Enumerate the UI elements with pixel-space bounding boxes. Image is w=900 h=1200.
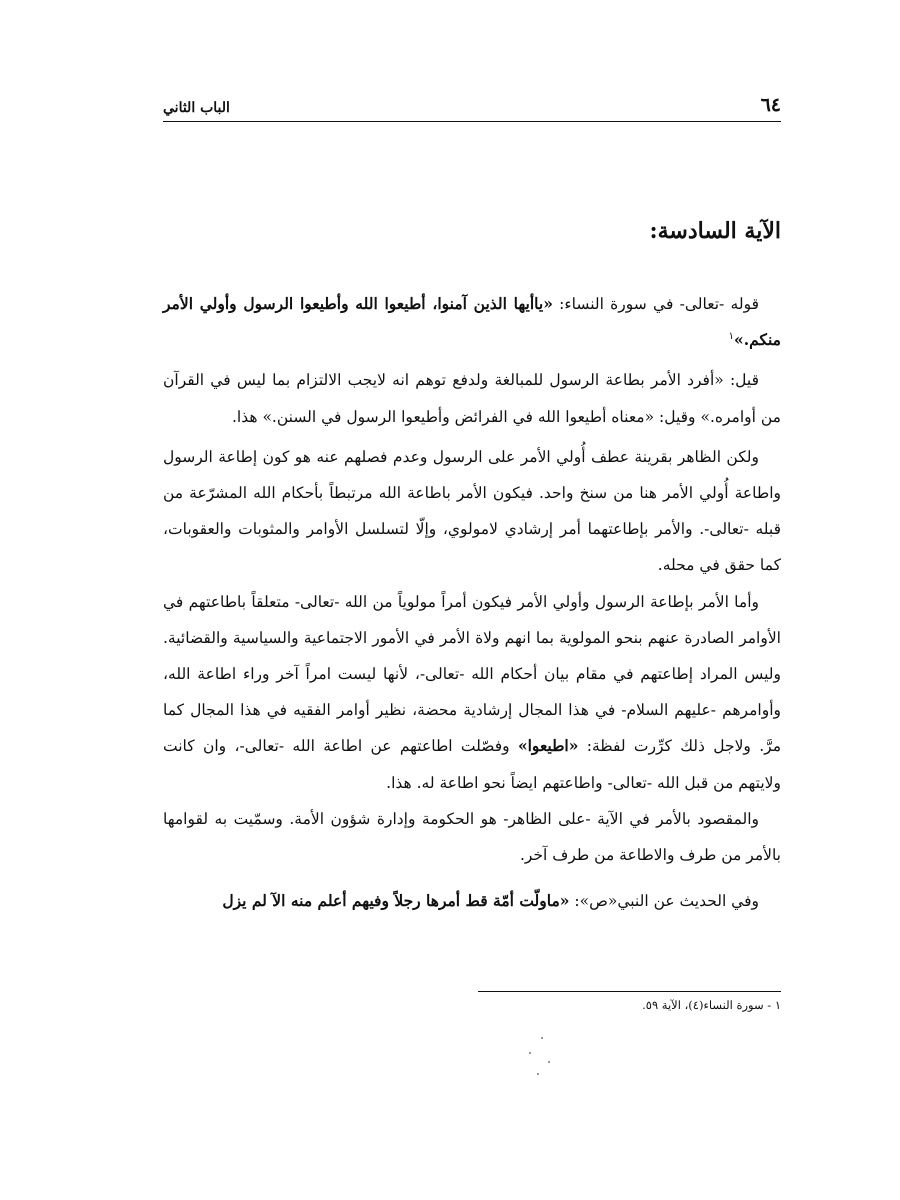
- verse-quote: «ياأيها الذين آمنوا، أطيعوا الله وأطيعوا الرسول وأولي الأمر منكم.»: [163, 294, 781, 350]
- paragraph-obedience-text-2: وفصّلت اطاعتهم عن اطاعة الله -تعالى-، وان كانت ولايتهم من قبل الله -تعالى- واطاعتهم ايضاً نحو اطاعة له. هذا.: [163, 737, 781, 792]
- paragraph-obedience-text-1: وأما الأمر بإطاعة الرسول وأولي الأمر فيكون أمراً مولوياً من الله -تعالى- متعلقاً باطاعتهم في الأوامر الصادرة عنهم بنحو المولوية بما انهم ولاة الأمر في الأمور الاجتماعية والسياسية والقضائية. وليس المراد إطاعتهم في مقام بيان أحكام الله -تعالى-، لأنها ليست امراً آخر وراء اطاعة الله، وأوامرهم -عليهم السلام- في هذا المجال إرشادية محضة، نظير أوامر الفقيه في هذا المجال كما مرَّ. ولاجل ذلك كرِّرت لفظة:: [163, 592, 781, 756]
- paragraph-interpretations: قيل: «أفرد الأمر بطاعة الرسول للمبالغة ولدفع توهم انه لايجب الالتزام بما ليس في القرآن من أوامره.» وقيل: «معناه أطيعوا الله في الفرائض وأطيعوا الرسول في السنن.» هذا.: [163, 371, 781, 426]
- scan-speck: [541, 1037, 543, 1039]
- section-heading: الآية السادسة:: [649, 218, 781, 244]
- page-number: ٦٤: [760, 94, 781, 116]
- hadith-intro: وفي الحديث عن النبي«ص»:: [569, 892, 759, 911]
- paragraph-governance: والمقصود بالأمر في الآية -على الظاهر- هو الحكومة وإدارة شؤون الأمة. وسمّيت به لقوامها بالأمر من طرف والاطاعة من طرف آخر.: [163, 809, 781, 865]
- paragraph-apparent-meaning: ولكن الظاهر بقرينة عطف أُولي الأمر على الرسول وعدم فصلهم عنه هو كون إطاعة الرسول واطاعة أُولي الأمر هنا من سنخ واحد. فيكون الأمر باطاعة الله مرتبطاً بأحكام الله المشرّعة من قبله -تعالى-. والأمر بإطاعتهما أمر إرشادي لامولوي، وإلّا لتسلسل الأوامر والمثوبات والعقوبات، كما حقق في محله.: [163, 447, 781, 575]
- scan-speck: [529, 1052, 531, 1054]
- scan-speck: [548, 1061, 550, 1063]
- paragraph-hadith: [163, 883, 781, 919]
- running-header: [163, 86, 781, 116]
- scan-speck: [537, 1073, 539, 1075]
- footnote-rule: [478, 991, 781, 992]
- paragraph-obedience: [163, 584, 781, 801]
- hadith-quote: «ماولّت أمّة قط أمرها رجلاً وفيهم أعلم منه الآ لم يزل: [222, 891, 570, 911]
- paragraph-verse: [163, 286, 781, 358]
- footnote-reference: ١: [728, 331, 735, 343]
- body-text: [163, 286, 781, 919]
- header-rule: [163, 121, 781, 122]
- verse-intro: قوله -تعالى- في سورة النساء:: [552, 295, 759, 313]
- obey-word-quote: «اطيعوا»: [517, 736, 579, 756]
- footnote: ١ - سورة النساء(٤)، الآية ٥٩.: [642, 998, 781, 1012]
- chapter-title: الباب الثاني: [163, 100, 230, 116]
